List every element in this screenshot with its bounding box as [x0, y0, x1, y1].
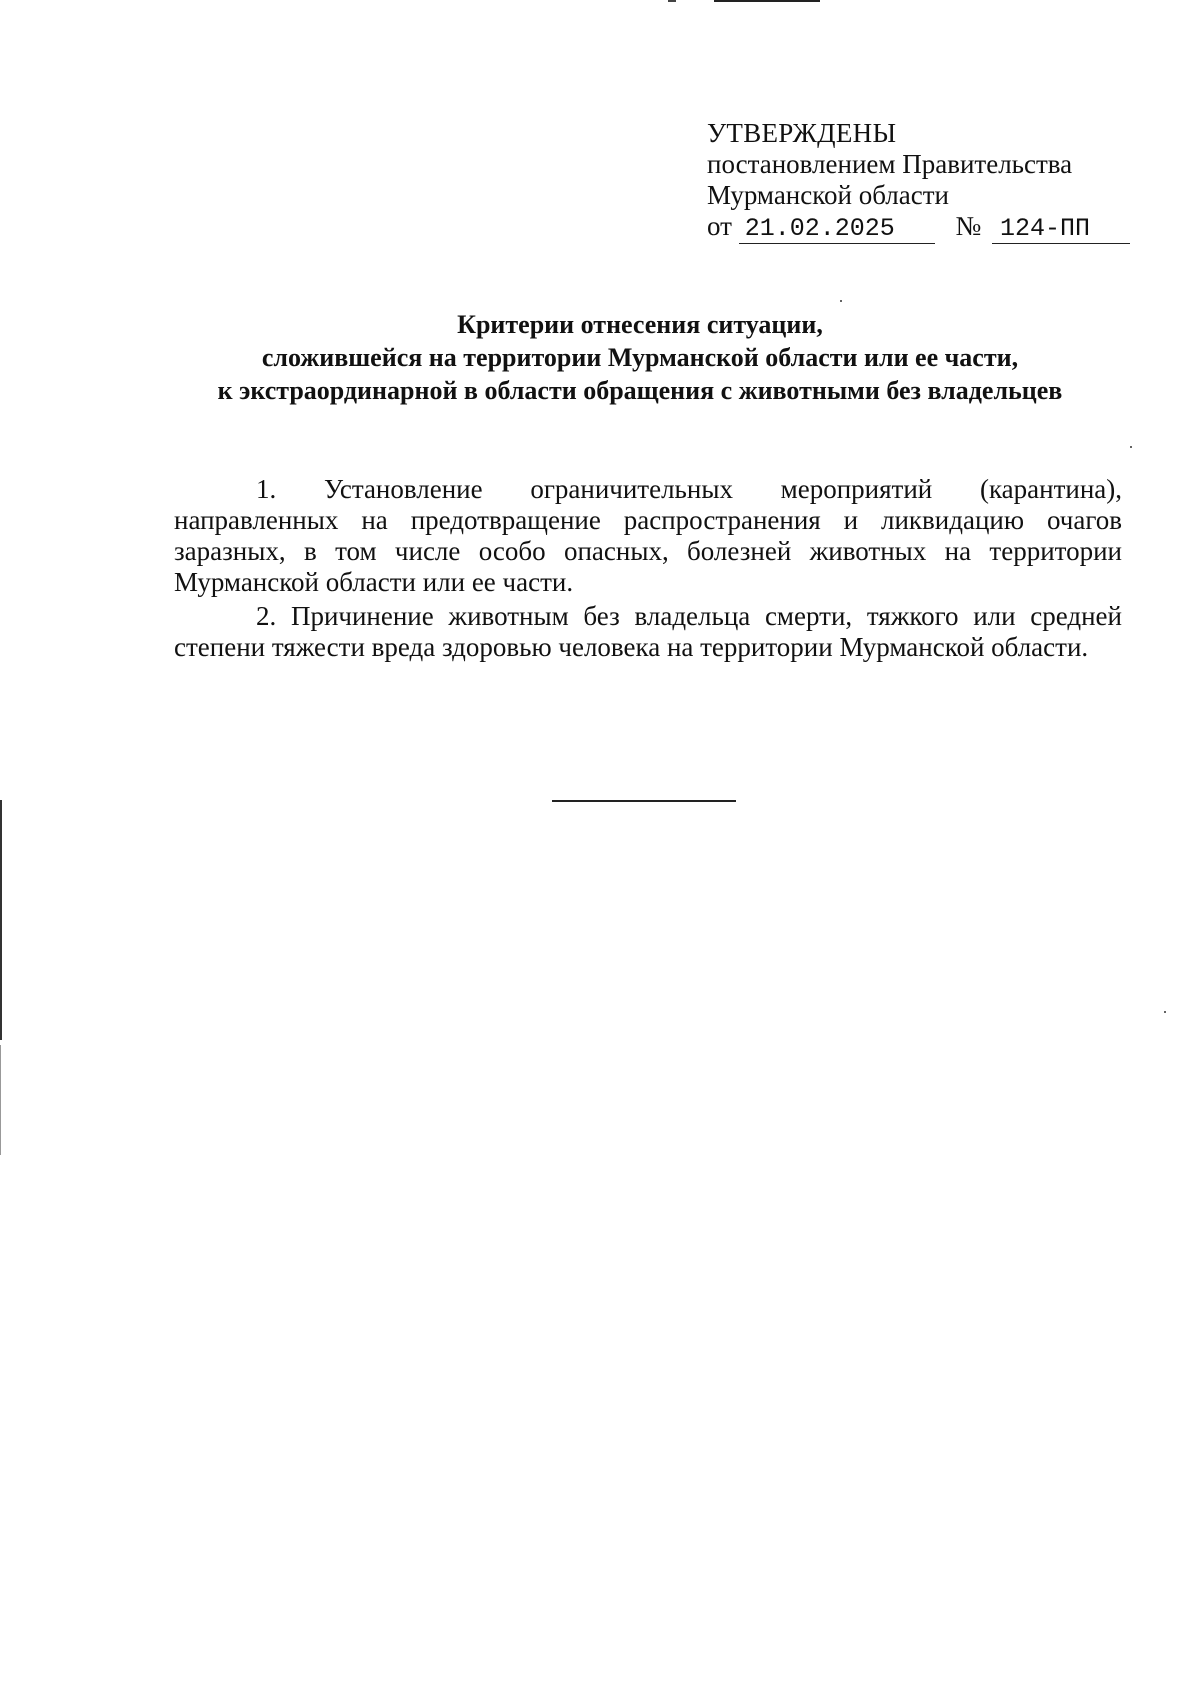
scan-edge-shadow [0, 800, 2, 1040]
approval-region: Мурманской области [707, 180, 949, 210]
title-line: к экстраординарной в области обращения с животными без владельцев [217, 376, 1063, 405]
approval-block [707, 118, 1127, 244]
approval-date: 21.02.2025 [739, 215, 935, 244]
criteria-list [174, 474, 1122, 666]
scan-artifact [714, 0, 820, 2]
title-line: Критерии отнесения ситуации, [457, 310, 823, 339]
title-line: сложившейся на территории Мурманской области или ее части, [261, 343, 1019, 372]
scan-edge-shadow [0, 1045, 1, 1155]
criteria-item: 2. Причинение животным без владельца смерти, тяжкого или средней степени тяжести вреда здоровью человека на территории Мурманской области. [174, 601, 1122, 662]
end-divider [552, 800, 736, 802]
approval-heading: УТВЕРЖДЕНЫ [707, 118, 897, 148]
scan-artifact [668, 0, 676, 2]
scan-speck [1164, 1011, 1166, 1013]
approval-reference [707, 211, 1127, 244]
scan-speck [840, 300, 842, 302]
number-sign: № [955, 211, 982, 241]
criteria-item: 1. Установление ограничительных мероприятий (карантина), направленных на предотвращение распространения и ликвидацию очагов заразных, в том числе особо опасных, болезней животных на территории Мурманской области или ее части. [174, 474, 1122, 597]
approval-issuer: постановлением Правительства [707, 149, 1073, 179]
approval-number: 124-ПП [992, 215, 1130, 244]
scan-speck [1130, 446, 1132, 448]
document-title [140, 308, 1140, 407]
date-prefix: от [707, 211, 732, 241]
